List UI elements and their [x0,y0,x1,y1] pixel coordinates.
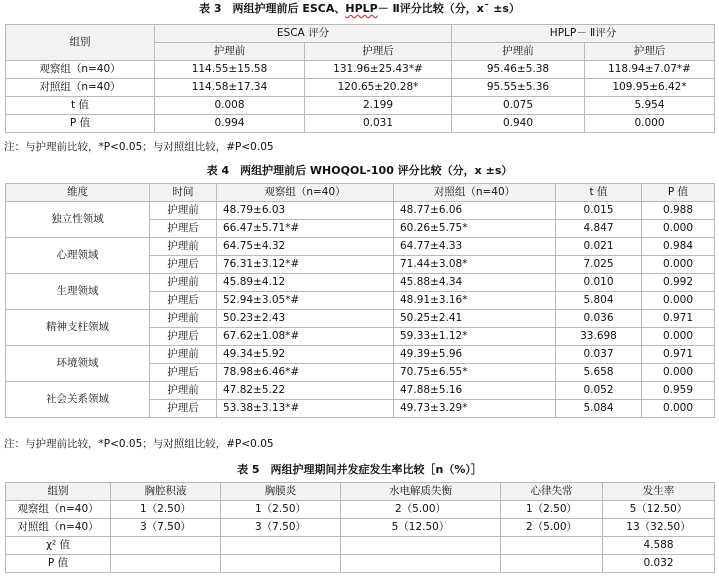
time-cell: 护理前 [150,346,217,364]
time-cell: 护理前 [150,202,217,220]
table-row [6,97,715,115]
t-value: 0.052 [556,382,642,400]
table3-note: 注：与护理前比较，*P<0.05；与对照组比较，#P<0.05 [4,141,274,153]
row-label: 观察组（n=40） [6,501,111,519]
observation-value: 48.79±6.03 [217,202,394,220]
domain-label: 独立性领域 [6,202,150,238]
control-value: 48.77±6.06 [394,202,556,220]
observation-value: 47.82±5.22 [217,382,394,400]
table-cell: 114.55±15.58 [155,61,305,79]
t3-header-hplp: HPLP－ Ⅱ评分 [452,25,715,43]
control-value: 47.88±5.16 [394,382,556,400]
table-cell: 0.032 [603,555,715,573]
table-cell: 118.94±7.07*# [585,61,715,79]
table-cell [341,555,501,573]
table5-header-row [6,483,715,501]
p-value: 0.000 [642,292,715,310]
table-cell: 3（7.50） [111,519,221,537]
column-header: 组别 [6,483,111,501]
table-cell: 0.000 [585,115,715,133]
table-cell [111,555,221,573]
observation-value: 49.34±5.92 [217,346,394,364]
table-cell: 5.954 [585,97,715,115]
table-cell: 13（32.50） [603,519,715,537]
p-value: 0.000 [642,220,715,238]
time-cell: 护理后 [150,256,217,274]
t-value: 0.015 [556,202,642,220]
observation-value: 67.62±1.08*# [217,328,394,346]
table-cell: 0.008 [155,97,305,115]
t-value: 4.847 [556,220,642,238]
observation-value: 66.47±5.71*# [217,220,394,238]
t3-sub-after: 护理后 [585,43,715,61]
t3-header-group: 组别 [6,25,155,61]
t-value: 0.036 [556,310,642,328]
table5-body [6,501,715,573]
row-label: 对照组（n=40） [6,519,111,537]
table-cell: 0.940 [452,115,585,133]
domain-label: 精神支柱领域 [6,310,150,346]
time-cell: 护理后 [150,292,217,310]
table-cell: 3（7.50） [221,519,341,537]
table3-caption-hplp: HPLP [345,2,378,15]
column-header: 观察组（n=40） [217,184,394,202]
column-header: 时间 [150,184,217,202]
table-row [6,115,715,133]
table-cell: 1（2.50） [221,501,341,519]
table-cell: 5（12.50） [603,501,715,519]
observation-value: 76.31±3.12*# [217,256,394,274]
t3-sub-before: 护理前 [452,43,585,61]
observation-value: 50.23±2.43 [217,310,394,328]
table-row [6,274,715,292]
row-label: χ² 值 [6,537,111,555]
table4 [5,183,715,418]
row-label: t 值 [6,97,155,115]
row-label: 观察组（n=40） [6,61,155,79]
table-cell: 0.994 [155,115,305,133]
control-value: 45.88±4.34 [394,274,556,292]
table-cell [501,537,603,555]
column-header: 胸膜炎 [221,483,341,501]
t-value: 0.010 [556,274,642,292]
p-value: 0.988 [642,202,715,220]
table-cell: 1（2.50） [111,501,221,519]
table-row [6,382,715,400]
control-value: 60.26±5.75* [394,220,556,238]
p-value: 0.000 [642,400,715,418]
table-cell: 2.199 [305,97,452,115]
domain-label: 社会关系领域 [6,382,150,418]
control-value: 71.44±3.08* [394,256,556,274]
time-cell: 护理后 [150,364,217,382]
table-row [6,202,715,220]
p-value: 0.000 [642,364,715,382]
time-cell: 护理前 [150,310,217,328]
p-value: 0.000 [642,256,715,274]
table-row [6,537,715,555]
column-header: 水电解质失衡 [341,483,501,501]
domain-label: 环境领域 [6,346,150,382]
t-value: 5.804 [556,292,642,310]
observation-value: 45.89±4.12 [217,274,394,292]
table-row [6,346,715,364]
p-value: 0.959 [642,382,715,400]
p-value: 0.971 [642,346,715,364]
column-header: P 值 [642,184,715,202]
time-cell: 护理后 [150,328,217,346]
table-row [6,61,715,79]
domain-label: 心理领域 [6,238,150,274]
observation-value: 52.94±3.05*# [217,292,394,310]
t-value: 5.658 [556,364,642,382]
table3-caption-suffix: － Ⅱ评分比较（分，x¯ ±s） [377,2,520,15]
table-cell: 4.588 [603,537,715,555]
table-cell [111,537,221,555]
table-row [6,555,715,573]
p-value: 0.984 [642,238,715,256]
p-value: 0.971 [642,310,715,328]
control-value: 49.39±5.96 [394,346,556,364]
t3-header-esca: ESCA 评分 [155,25,452,43]
p-value: 0.000 [642,328,715,346]
table-cell: 109.95±6.42* [585,79,715,97]
column-header: 维度 [6,184,150,202]
table-cell [221,537,341,555]
table-cell: 2（5.00） [501,519,603,537]
table-cell: 131.96±25.43*# [305,61,452,79]
table-cell [501,555,603,573]
observation-value: 53.38±3.13*# [217,400,394,418]
table3-caption-prefix: 表 3 两组护理前后 ESCA、 [199,2,346,15]
table-row [6,519,715,537]
observation-value: 78.98±6.46*# [217,364,394,382]
table-cell: 95.46±5.38 [452,61,585,79]
table4-note: 注：与护理前比较，*P<0.05；与对照组比较，#P<0.05 [4,438,274,450]
table-row [6,79,715,97]
row-label: 对照组（n=40） [6,79,155,97]
table-cell: 1（2.50） [501,501,603,519]
column-header: 发生率 [603,483,715,501]
t3-sub-after: 护理后 [305,43,452,61]
observation-value: 64.75±4.32 [217,238,394,256]
table4-body [6,202,715,418]
domain-label: 生理领域 [6,274,150,310]
table-cell: 2（5.00） [341,501,501,519]
column-header: 心律失常 [501,483,603,501]
table3 [5,24,715,133]
column-header: 胸腔积液 [111,483,221,501]
time-cell: 护理前 [150,382,217,400]
table-cell: 120.65±20.28* [305,79,452,97]
t-value: 0.021 [556,238,642,256]
t-value: 0.037 [556,346,642,364]
row-label: P 值 [6,555,111,573]
table5-caption: 表 5 两组护理期间并发症发生率比较［n（%）］ [237,463,482,476]
p-value: 0.992 [642,274,715,292]
t-value: 33.698 [556,328,642,346]
time-cell: 护理后 [150,220,217,238]
table-cell [341,537,501,555]
time-cell: 护理前 [150,238,217,256]
table3-caption [0,2,719,16]
table-cell [221,555,341,573]
table-cell: 5（12.50） [341,519,501,537]
table-cell: 95.55±5.36 [452,79,585,97]
column-header: t 值 [556,184,642,202]
table4-header-row [6,184,715,202]
t3-sub-before: 护理前 [155,43,305,61]
control-value: 64.77±4.33 [394,238,556,256]
time-cell: 护理后 [150,400,217,418]
time-cell: 护理前 [150,274,217,292]
row-label: P 值 [6,115,155,133]
table-cell: 0.031 [305,115,452,133]
control-value: 59.33±1.12* [394,328,556,346]
control-value: 70.75±6.55* [394,364,556,382]
t-value: 7.025 [556,256,642,274]
table3-body [6,61,715,133]
table-row [6,238,715,256]
table-cell: 114.58±17.34 [155,79,305,97]
control-value: 48.91±3.16* [394,292,556,310]
table-row [6,501,715,519]
table4-caption: 表 4 两组护理前后 WHOQOL-100 评分比较（分，x ±s） [206,164,513,177]
table-cell: 0.075 [452,97,585,115]
control-value: 50.25±2.41 [394,310,556,328]
table5 [5,482,715,573]
column-header: 对照组（n=40） [394,184,556,202]
table-row [6,310,715,328]
t-value: 5.084 [556,400,642,418]
control-value: 49.73±3.29* [394,400,556,418]
